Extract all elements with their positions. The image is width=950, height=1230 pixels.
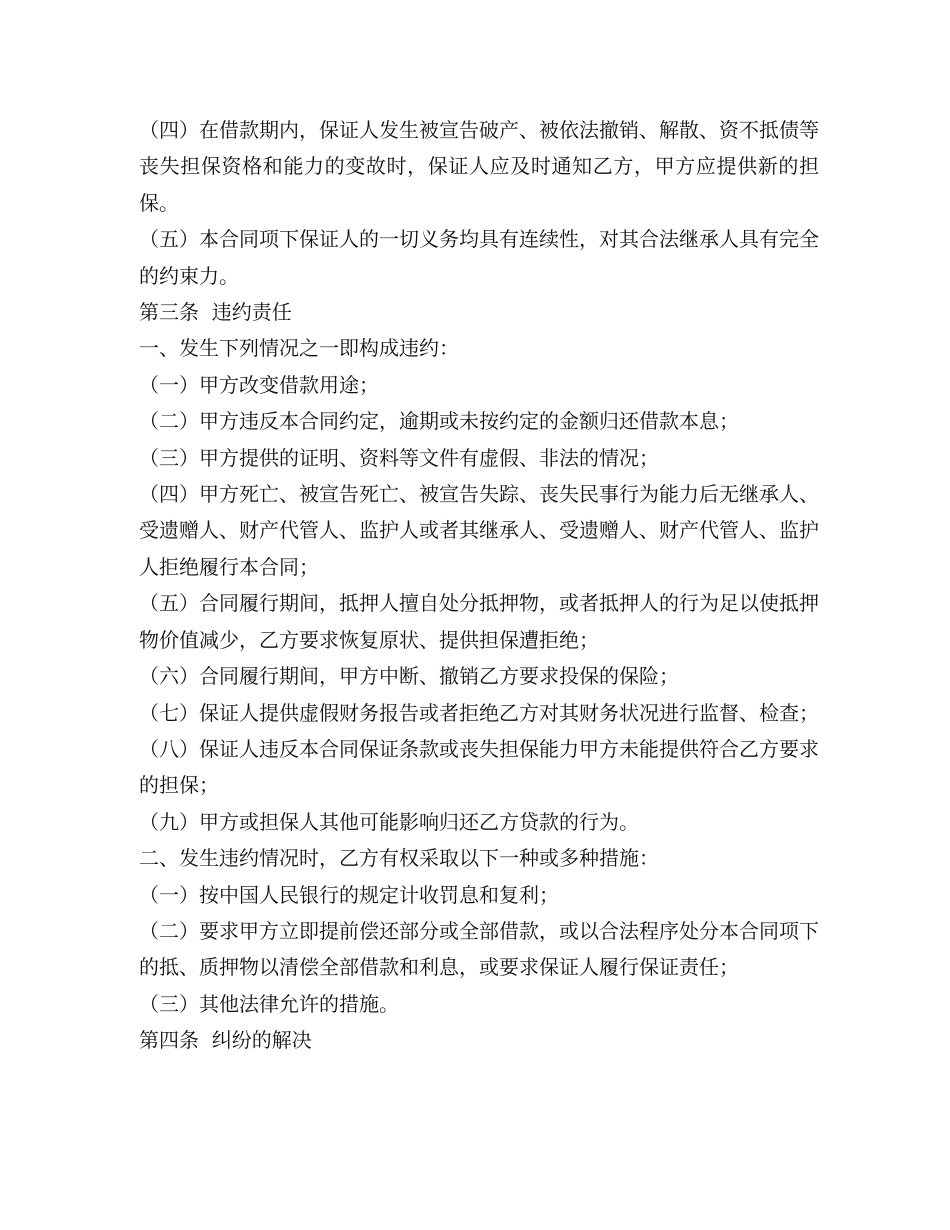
list-item-remedy-3: （三）其他法律允许的措施。 <box>139 991 399 1016</box>
paragraph-remedies-intro: 二、发生违约情况时，乙方有权采取以下一种或多种措施： <box>139 846 659 871</box>
list-item-default-8: （八）保证人违反本合同保证条款或丧失担保能力甲方未能提供符合乙方要求的担保； <box>139 736 819 798</box>
list-item-remedy-1: （一）按中国人民银行的规定计收罚息和复利； <box>139 882 559 907</box>
section-heading-article-3: 第三条 违约责任 <box>139 300 292 325</box>
paragraph-default-conditions-intro: 一、发生下列情况之一即构成违约： <box>139 336 459 361</box>
list-item-default-5: （五）合同履行期间，抵押人擅自处分抵押物，或者抵押人的行为足以使抵押物价值减少，乙方要求恢复原状、提供担保遭拒绝； <box>139 591 819 652</box>
document-body <box>139 112 819 1059</box>
list-item-remedy-2: （二）要求甲方立即提前偿还部分或全部借款，或以合法程序处分本合同项下的抵、质押物以清偿全部借款和利息，或要求保证人履行保证责任； <box>139 918 819 980</box>
list-item-default-9: （九）甲方或担保人其他可能影响归还乙方贷款的行为。 <box>139 809 639 834</box>
list-item-default-2: （二）甲方违反本合同约定，逾期或未按约定的金额归还借款本息； <box>139 409 739 434</box>
list-item-default-4: （四）甲方死亡、被宣告死亡、被宣告失踪、丧失民事行为能力后无继承人、受遗赠人、财产代管人、监护人或者其继承人、受遗赠人、财产代管人、监护人拒绝履行本合同； <box>139 482 819 579</box>
list-item-default-6: （六）合同履行期间，甲方中断、撤销乙方要求投保的保险； <box>139 664 679 689</box>
list-item-default-3: （三）甲方提供的证明、资料等文件有虚假、非法的情况； <box>139 445 659 470</box>
list-item-default-7: （七）保证人提供虚假财务报告或者拒绝乙方对其财务状况进行监督、检查； <box>139 700 819 725</box>
paragraph-guarantor-continuity: （五）本合同项下保证人的一切义务均具有连续性，对其合法继承人具有完全的约束力。 <box>139 227 819 288</box>
section-heading-article-4: 第四条 纠纷的解决 <box>139 1028 312 1053</box>
list-item-default-1: （一）甲方改变借款用途； <box>139 372 379 397</box>
paragraph-guarantor-bankruptcy: （四）在借款期内，保证人发生被宣告破产、被依法撤销、解散、资不抵债等丧失担保资格和能力的变故时，保证人应及时通知乙方，甲方应提供新的担保。 <box>139 118 819 215</box>
